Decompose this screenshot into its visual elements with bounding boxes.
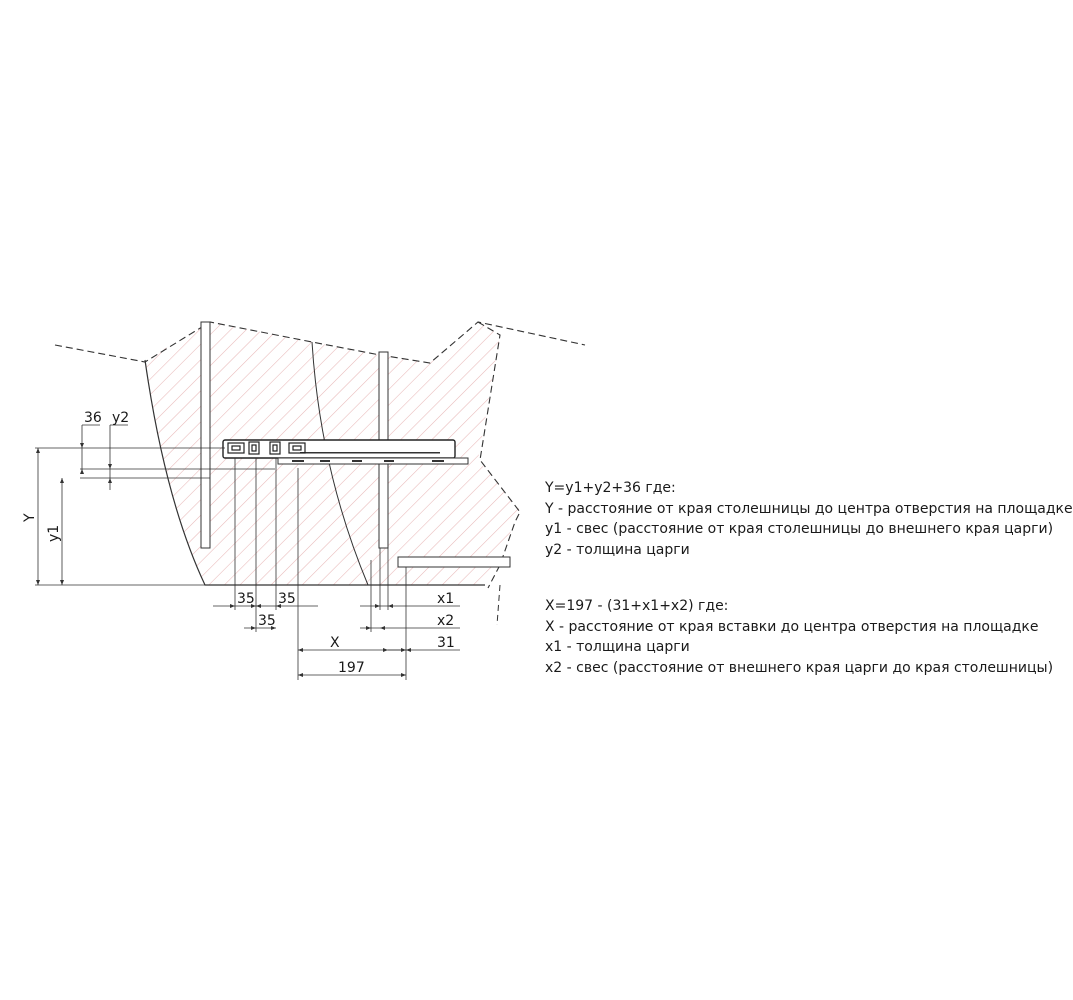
slide-mechanism xyxy=(223,440,455,458)
dim-36-label: 36 xyxy=(84,410,102,426)
dimension-ticks-vertical xyxy=(36,443,112,585)
legend-y-line: Y - расстояние от края столешницы до центра отверстия на площадке xyxy=(545,500,1073,517)
dim-X-label: X xyxy=(330,635,340,651)
legend-x-line: X - расстояние от края вставки до центра отверстия на площадке xyxy=(545,618,1039,635)
legend-x-block xyxy=(545,596,1053,678)
legend-y-line: y2 - толщина царги xyxy=(545,541,690,558)
legend-y-block xyxy=(545,478,1073,560)
dim-197-label: 197 xyxy=(338,660,365,676)
dim-x2-label: x2 xyxy=(437,613,455,629)
legend-x-line: x1 - толщина царги xyxy=(545,639,690,655)
legend-y-formula: Y=y1+y2+36 где: xyxy=(545,480,676,496)
dim-y1-label: y1 xyxy=(46,524,62,542)
legend-y-line: y1 - свес (расстояние от края столешницы до внешнего края царги) xyxy=(545,521,1054,537)
dim-31-label: 31 xyxy=(437,635,455,651)
dim-35-left-label: 35 xyxy=(237,591,255,607)
break-line-bottom-right xyxy=(497,585,500,625)
left-rail xyxy=(201,322,210,548)
legend-x-formula: X=197 - (31+x1+x2) где: xyxy=(545,598,729,614)
dimension-lines-vertical xyxy=(38,425,128,585)
dim-35-lower-label: 35 xyxy=(258,613,276,629)
dim-x1-label: x1 xyxy=(437,591,455,607)
bottom-bar xyxy=(398,557,510,567)
dim-y2-label: y2 xyxy=(112,410,130,426)
dim-Y-label: Y xyxy=(22,513,38,522)
dim-35-right-label: 35 xyxy=(278,591,296,607)
legend-x-line: x2 - свес (расстояние от внешнего края царги до края столешницы) xyxy=(545,659,1054,676)
